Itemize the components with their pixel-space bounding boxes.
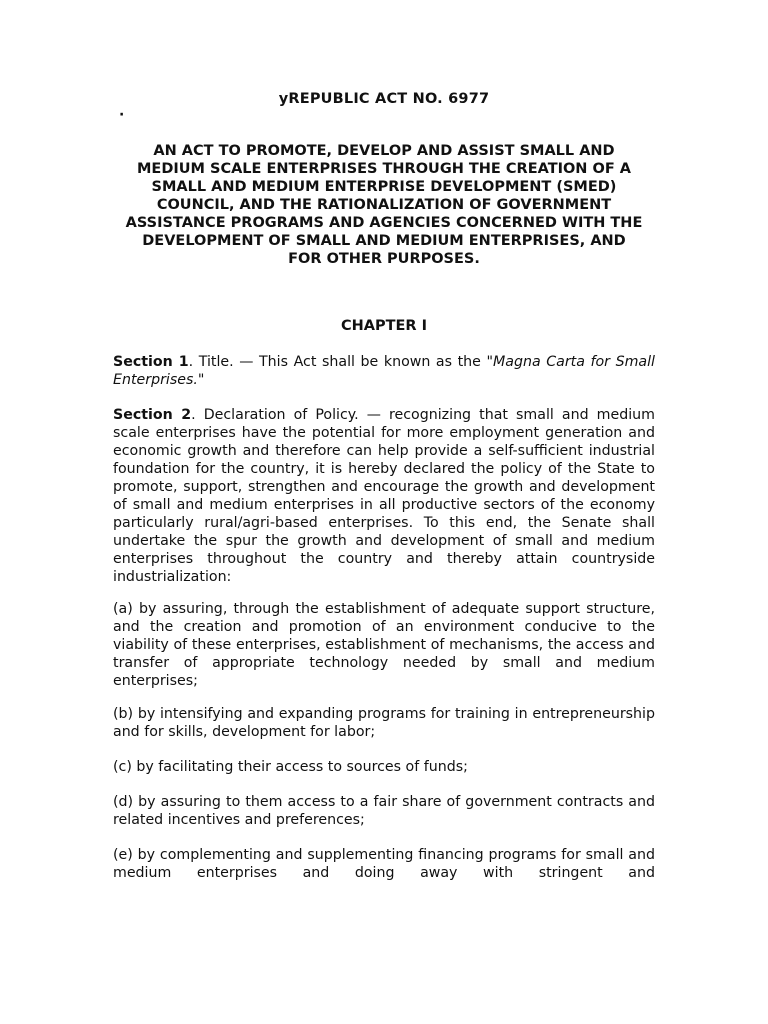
act-title-line: MEDIUM SCALE ENTERPRISES THROUGH THE CREATION OF A: [136, 161, 631, 177]
section-1-quote-close: ": [197, 372, 205, 388]
section-2: [113, 406, 655, 586]
chapter-heading: CHAPTER I: [340, 318, 428, 334]
act-title-line: ASSISTANCE PROGRAMS AND AGENCIES CONCERNED WITH THE: [125, 215, 643, 231]
section-1-label: Section 1: [113, 354, 189, 370]
act-title-line: SMALL AND MEDIUM ENTERPRISE DEVELOPMENT (SMED): [151, 179, 617, 195]
act-title-line: FOR OTHER PURPOSES.: [288, 251, 480, 267]
act-title-line: DEVELOPMENT OF SMALL AND MEDIUM ENTERPRISES, AND: [142, 233, 626, 249]
list-item-d: (d) by assuring to them access to a fair share of government contracts and related incentives and preferences;: [113, 794, 655, 828]
section-1: [113, 353, 655, 389]
list-item-a: (a) by assuring, through the establishment of adequate support structure, and the creation and promotion of an environment conducive to the viability of these enterprises, establishment of mechanisms, the access and transfer of appropriate technology needed by small and medium enterprises;: [113, 601, 655, 689]
section-2-text: . Declaration of Policy. — recognizing that small and medium scale enterprises have the potential for more employment generation and economic growth and therefore can help provide a self-sufficient industrial foundation for the country, it is hereby declared the policy of the State to promote, support, strengthen and encourage the growth and development of small and medium enterprises in all productive sectors of the economy particularly rural/agri-based enterprises. To this end, the Senate shall undertake the spur the growth and development of small and medium enterprises throughout the country and thereby attain countryside industrialization:: [113, 407, 655, 585]
list-item-c: (c) by facilitating their access to sources of funds;: [113, 759, 468, 775]
act-title: [113, 142, 655, 268]
section-1-short-title: Magna Carta for Small Enterprises.: [113, 354, 656, 388]
list-item-b: (b) by intensifying and expanding programs for training in entrepreneurship and for skills, development for labor;: [113, 706, 655, 740]
act-title-line: COUNCIL, AND THE RATIONALIZATION OF GOVERNMENT: [156, 197, 612, 213]
section-1-text: . Title. — This Act shall be known as the ": [188, 354, 494, 370]
section-2-label: Section 2: [113, 407, 192, 423]
act-number-heading: yREPUBLIC ACT NO. 6977: [278, 91, 490, 107]
bullet-mark: ·: [119, 107, 125, 123]
act-title-line: AN ACT TO PROMOTE, DEVELOP AND ASSIST SMALL AND: [153, 143, 615, 159]
list-item-e: (e) by complementing and supplementing financing programs for small and medium enterprises and doing away with stringent and: [113, 847, 655, 881]
